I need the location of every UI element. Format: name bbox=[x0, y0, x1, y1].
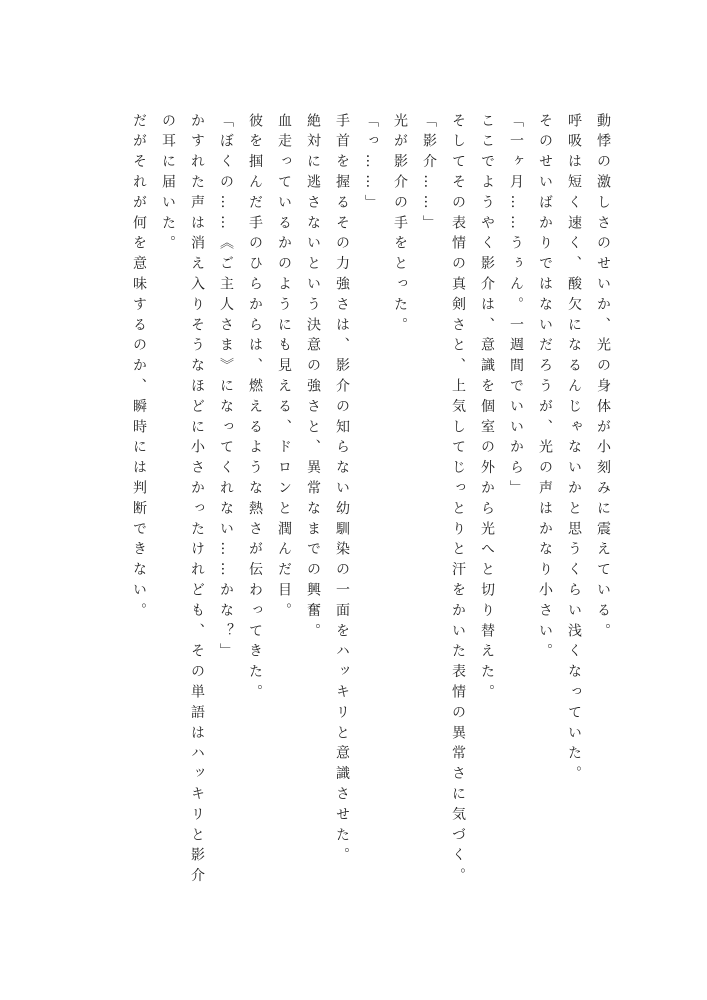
text-line: そしてその表情の真剣さと、上気してじっとりと汗をかいた表情の異常さに気づく。 bbox=[450, 113, 466, 889]
text-line: 「影介……」 bbox=[421, 113, 437, 236]
text-line: ここでようやく影介は、意識を個室の外から光へと切り替えた。 bbox=[479, 113, 495, 705]
text-line: 光が影介の手をとった。 bbox=[392, 113, 408, 338]
text-line: 手首を握るその力強さは、影介の知らない幼馴染の一面をハッキリと意識させた。 bbox=[334, 113, 350, 868]
text-line: 「ぼくの……《ご主人さま》になってくれない……かな？」 bbox=[218, 113, 234, 664]
text-line: 彼を掴んだ手のひらからは、燃えるような熱さが伝わってきた。 bbox=[247, 113, 263, 705]
text-line: 呼吸は短く速く、酸欠になるんじゃないかと思うくらい浅くなっていた。 bbox=[566, 113, 582, 787]
text-line: 絶対に逃さないという決意の強さと、異常なまでの興奮。 bbox=[305, 113, 321, 644]
text-line: 「一ヶ月……うぅん。一週間でいいから」 bbox=[508, 113, 524, 501]
vertical-text-body bbox=[124, 113, 617, 903]
text-line: 動悸の激しさのせいか、光の身体が小刻みに震えている。 bbox=[595, 113, 611, 644]
text-line: そのせいばかりではないだろうが、光の声はかなり小さい。 bbox=[537, 113, 553, 664]
text-line: かすれた声は消え入りそうなほどに小さかったけれども、その単語はハッキリと影介の耳に届いた。 bbox=[160, 113, 205, 889]
text-line: 「っ……」 bbox=[363, 113, 379, 215]
text-line: 血走っているかのようにも見える、ドロンと潤んだ目。 bbox=[276, 113, 292, 623]
text-line: だがそれが何を意味するのか、瞬時には判断できない。 bbox=[131, 113, 147, 623]
